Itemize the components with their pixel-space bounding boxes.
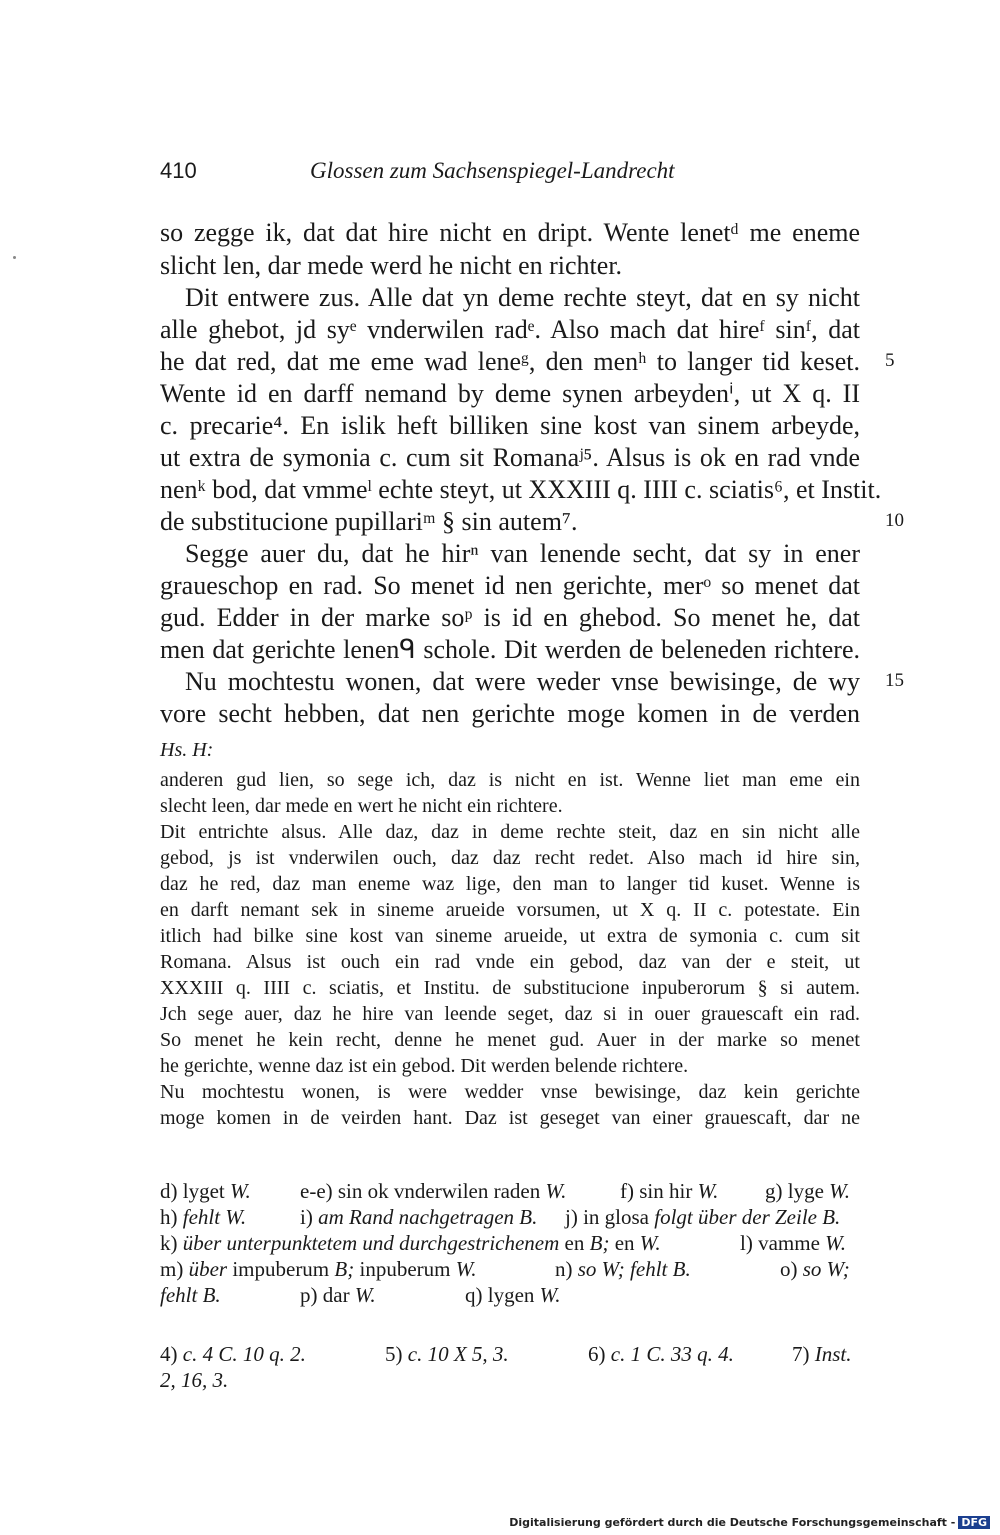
main-line: Segge auer du, dat he hirⁿ van lenende secht, dat sy in ener (185, 539, 860, 568)
variant-line: slecht leen, dar mede en wert he nicht ein richtere. (160, 795, 563, 817)
main-line: c. precarie⁴. En islik heft billiken sine kost van sinem arbeyde, (160, 411, 860, 440)
line-number: 15 (885, 670, 904, 691)
main-line: de substitucione pupillariᵐ § sin autem⁷. (160, 507, 578, 536)
variant-line: XXXIII q. IIII c. sciatis, et Institu. de substitucione inpuberorum § si autem. (160, 977, 860, 999)
variant-line: So menet he kein recht, denne he menet gud. Auer in der marke so menet (160, 1029, 860, 1051)
variant-line: Jch sege auer, daz he hire van leende seget, daz si in ouer grauescaft ein rad. (160, 1003, 860, 1025)
page-number: 410 (160, 158, 197, 183)
main-line: vore secht hebben, dat nen gerichte moge komen in de verden (160, 699, 860, 728)
main-line: nenᵏ bod, dat vmmeˡ echte steyt, ut XXXIII q. IIII c. sciatis⁶, et Instit. (160, 475, 882, 504)
funding-text: Digitalisierung gefördert durch die Deutsche Forschungsgemeinschaft - (509, 1516, 956, 1529)
main-line: he dat red, dat me eme wad leneᵍ, den menʰ to langer tid keset. (160, 347, 860, 376)
variant-line: daz he red, daz man eneme waz lige, den man to langer tid kuset. Wenne is (160, 873, 860, 895)
main-line: gud. Edder in der marke soᵖ is id en ghebod. So menet he, dat (160, 603, 860, 632)
main-line: alle ghebot, jd syᵉ vnderwilen radᵉ. Also mach dat hireᶠ sinᶠ, dat (160, 315, 860, 344)
variant-line: Romana. Alsus ist ouch ein rad vnde ein gebod, daz van der e steit, ut (160, 951, 860, 973)
line-number: 10 (885, 510, 904, 531)
variant-line: Dit entrichte alsus. Alle daz, daz in deme rechte steit, daz en sin nicht alle (160, 821, 860, 843)
variant-line: gebod, js ist vnderwilen ouch, daz daz recht redet. Also mach id hire sin, (160, 847, 860, 869)
manuscript-label: Hs. H: (160, 739, 214, 761)
main-line: graueschop en rad. So menet id nen gerichte, merᵒ so menet dat (160, 571, 860, 600)
main-line: ut extra de symonia c. cum sit Romanaʲ⁵. Alsus is ok en rad vnde (160, 443, 860, 472)
main-line: Nu mochtestu wonen, dat were weder vnse bewisinge, de wy (185, 667, 860, 696)
scan-speck (13, 256, 16, 259)
main-line: Wente id en darff nemand by deme synen arbeydenⁱ, ut X q. II (160, 379, 860, 408)
variant-line: moge komen in de veirden hant. Daz ist geseget van einer grauescaft, dar ne (160, 1107, 860, 1129)
main-line: so zegge ik, dat dat hire nicht en dript. Wente lenetᵈ me eneme (160, 218, 860, 247)
variant-line: itlich had bilke sine kost van sineme arueide, ut extra de symonia c. cum sit (160, 925, 860, 947)
running-title: Glossen zum Sachsenspiegel-Landrecht (310, 158, 675, 183)
variant-line: en darft nemant sek in sineme arueide vorsumen, ut X q. II c. potestate. Ein (160, 899, 860, 921)
main-line: Dit entwere zus. Alle dat yn deme rechte steyt, dat en sy nicht (185, 283, 860, 312)
main-line: slicht len, dar mede werd he nicht en richter. (160, 251, 623, 280)
funding-notice (509, 1516, 990, 1529)
variant-line: Nu mochtestu wonen, is were wedder vnse bewisinge, daz kein gerichte (160, 1081, 860, 1103)
dfg-logo-icon: DFG (958, 1516, 990, 1529)
line-number: 5 (885, 350, 895, 371)
main-line: men dat gerichte lenenᑫ schole. Dit werden de beleneden richtere. (160, 635, 860, 664)
variant-line: anderen gud lien, so sege ich, daz is nicht en ist. Wenne liet man eme ein (160, 769, 860, 791)
variant-line: he gerichte, wenne daz ist ein gebod. Dit werden belende richtere. (160, 1055, 689, 1077)
